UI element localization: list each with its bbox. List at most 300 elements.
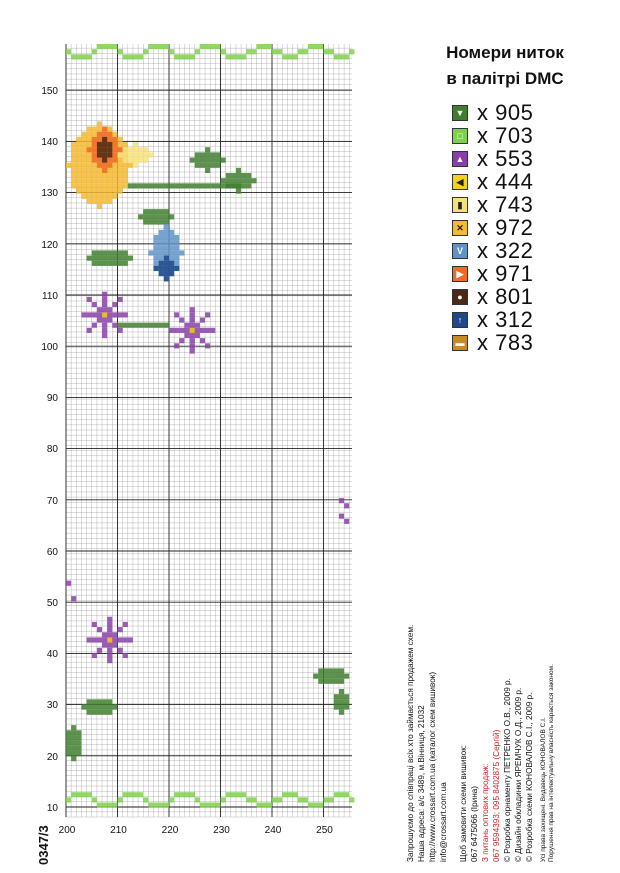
daisy-flower xyxy=(118,637,123,642)
daisy-flower xyxy=(97,317,102,322)
sunflower-petal xyxy=(112,188,117,193)
border-stitch xyxy=(262,803,267,808)
leaf xyxy=(97,710,102,715)
leaf xyxy=(148,219,153,224)
order-phone: 067 6475066 (Ірина) xyxy=(470,785,479,862)
bluebell-flower xyxy=(169,266,174,271)
leaf xyxy=(102,256,107,261)
leaf xyxy=(231,173,236,178)
leaf xyxy=(107,256,112,261)
leaf xyxy=(241,183,246,188)
sunflower-center xyxy=(102,152,107,157)
leaf xyxy=(215,158,220,163)
leaf xyxy=(92,699,97,704)
sunflower-petal xyxy=(71,173,76,178)
sunflower-petal xyxy=(87,152,92,157)
legend-title xyxy=(405,40,605,92)
legend-item xyxy=(452,125,533,147)
leaf xyxy=(246,183,251,188)
leaf xyxy=(92,250,97,255)
border-stitch xyxy=(287,792,292,797)
daisy-flower xyxy=(123,653,128,658)
daisy-flower xyxy=(107,632,112,637)
y-axis-label: 80 xyxy=(46,444,58,456)
daisy-flower xyxy=(200,338,205,343)
border-stitch xyxy=(277,797,282,802)
daisy-flower xyxy=(118,328,123,333)
sunflower-center xyxy=(118,147,123,152)
sunflower-petal xyxy=(92,168,97,173)
border-stitch xyxy=(303,797,308,802)
leaf xyxy=(87,699,92,704)
border-stitch xyxy=(344,792,349,797)
sunflower-petal xyxy=(123,158,128,163)
y-axis-label: 120 xyxy=(41,239,58,251)
sunflower-petal xyxy=(87,183,92,188)
stitch xyxy=(339,498,344,503)
legend-item xyxy=(452,309,533,331)
daisy-flower xyxy=(97,637,102,642)
daisy-flower xyxy=(169,328,174,333)
bluebell-flower xyxy=(164,276,169,281)
border-stitch xyxy=(107,803,112,808)
sunflower-petal xyxy=(148,152,153,157)
legend-item xyxy=(452,102,533,124)
stem xyxy=(190,183,195,188)
sunflower-petal xyxy=(87,137,92,142)
sunflower-petal xyxy=(107,199,112,204)
x-axis-label: 200 xyxy=(58,825,76,836)
sunflower-petal xyxy=(102,173,107,178)
stem xyxy=(195,183,200,188)
sunflower-center xyxy=(92,142,97,147)
border-stitch xyxy=(190,54,195,59)
leaf xyxy=(92,261,97,266)
daisy-flower xyxy=(205,312,210,317)
daisy-flower xyxy=(107,653,112,658)
circle-icon: ● xyxy=(452,289,468,305)
sunflower-center xyxy=(97,152,102,157)
arrow-up-icon: ↑ xyxy=(452,312,468,328)
leaf xyxy=(334,694,339,699)
border-stitch xyxy=(344,54,349,59)
sunflower-petal xyxy=(118,188,123,193)
leaf xyxy=(344,704,349,709)
sunflower-petal xyxy=(118,137,123,142)
credit-line: © Дизайн обкладинки ЯРЕМЧУК О.Д., 2009 р. xyxy=(514,687,523,862)
website-link[interactable]: http://www.crossart.com.ua (каталог схем вишивок) xyxy=(428,671,437,862)
leaf xyxy=(128,256,133,261)
daisy-flower xyxy=(87,637,92,642)
border-stitch xyxy=(81,54,86,59)
daisy-flower xyxy=(118,297,123,302)
dash-icon: ▬ xyxy=(452,335,468,351)
sunflower-petal xyxy=(76,183,81,188)
sunflower-petal xyxy=(107,183,112,188)
sunflower-center xyxy=(92,147,97,152)
daisy-flower xyxy=(107,307,112,312)
sunflower-petal xyxy=(107,127,112,132)
border-stitch xyxy=(97,44,102,49)
daisy-center xyxy=(102,312,107,317)
leaf xyxy=(221,158,226,163)
stem xyxy=(231,183,236,188)
legend-code: x 971 xyxy=(477,261,534,286)
border-stitch xyxy=(138,792,143,797)
stem xyxy=(174,183,179,188)
leaf xyxy=(71,735,76,740)
stem xyxy=(226,183,231,188)
sunflower-center xyxy=(107,163,112,168)
y-axis-label: 90 xyxy=(46,393,58,405)
leaf xyxy=(200,163,205,168)
daisy-flower xyxy=(190,338,195,343)
sunflower-petal xyxy=(81,137,86,142)
border-stitch xyxy=(92,797,97,802)
sunflower-petal xyxy=(87,199,92,204)
border-stitch xyxy=(308,44,313,49)
sunflower-petal xyxy=(76,173,81,178)
border-stitch xyxy=(272,49,277,54)
sunflower-center xyxy=(97,137,102,142)
legend-code: x 444 xyxy=(477,169,534,194)
leaf xyxy=(154,214,159,219)
border-stitch xyxy=(112,803,117,808)
sunflower-center xyxy=(102,147,107,152)
bar-icon: ▮ xyxy=(452,197,468,213)
bluebell-flower xyxy=(169,261,174,266)
sunflower-petal xyxy=(102,188,107,193)
stem xyxy=(184,183,189,188)
leaf xyxy=(76,735,81,740)
leaf xyxy=(231,178,236,183)
leaf xyxy=(236,178,241,183)
border-stitch xyxy=(231,54,236,59)
bluebell-flower xyxy=(164,261,169,266)
daisy-flower xyxy=(92,637,97,642)
border-stitch xyxy=(92,49,97,54)
v-icon: V xyxy=(452,243,468,259)
daisy-flower xyxy=(200,317,205,322)
stem xyxy=(154,183,159,188)
leaf xyxy=(324,668,329,673)
daisy-flower xyxy=(195,328,200,333)
bluebell-flower xyxy=(159,240,164,245)
border-stitch xyxy=(118,797,123,802)
daisy-flower xyxy=(190,312,195,317)
border-stitch xyxy=(87,792,92,797)
legend-code: x 322 xyxy=(477,238,534,263)
legend-item xyxy=(452,217,533,239)
border-stitch xyxy=(318,803,323,808)
sunflower-center xyxy=(92,152,97,157)
sunflower-petal xyxy=(112,194,117,199)
daisy-flower xyxy=(210,328,215,333)
leaf xyxy=(97,704,102,709)
daisy-flower xyxy=(107,643,112,648)
sunflower-petal xyxy=(112,173,117,178)
sunflower-petal xyxy=(76,142,81,147)
daisy-flower xyxy=(92,312,97,317)
leaf xyxy=(71,730,76,735)
sunflower-petal xyxy=(71,168,76,173)
bluebell-flower xyxy=(154,266,159,271)
border-stitch xyxy=(179,792,184,797)
bluebell-flower xyxy=(169,230,174,235)
stem xyxy=(123,323,128,328)
sunflower-petal xyxy=(118,178,123,183)
leaf xyxy=(241,173,246,178)
legend-title-line1: Номери ниток xyxy=(446,43,564,62)
daisy-flower xyxy=(87,297,92,302)
border-stitch xyxy=(174,54,179,59)
daisy-flower xyxy=(200,328,205,333)
daisy-flower xyxy=(184,323,189,328)
border-stitch xyxy=(251,797,256,802)
daisy-flower xyxy=(92,653,97,658)
border-stitch xyxy=(277,49,282,54)
leaf xyxy=(97,250,102,255)
border-stitch xyxy=(210,803,215,808)
bluebell-flower xyxy=(169,240,174,245)
daisy-flower xyxy=(102,632,107,637)
sunflower-petal xyxy=(133,142,138,147)
leaf xyxy=(226,173,231,178)
bluebell-flower xyxy=(159,235,164,240)
legend-item xyxy=(452,263,533,285)
bluebell-flower xyxy=(154,250,159,255)
sunflower-petal xyxy=(107,188,112,193)
sunflower-petal xyxy=(118,168,123,173)
publisher-info xyxy=(405,422,556,862)
border-stitch xyxy=(118,49,123,54)
info-line: Наша адреса: а/с 3489, м.Вінниця, 21032 xyxy=(417,705,426,862)
stem xyxy=(148,183,153,188)
credit-line: © Розробка схеми КОНОВАЛОВ С.І., 2009 р. xyxy=(525,692,534,862)
stem xyxy=(128,183,133,188)
triangle-right-icon: ▶ xyxy=(452,266,468,282)
stem xyxy=(143,323,148,328)
leaf xyxy=(205,158,210,163)
bluebell-flower xyxy=(148,250,153,255)
leaf xyxy=(123,256,128,261)
bluebell-flower xyxy=(164,240,169,245)
border-stitch xyxy=(221,49,226,54)
border-stitch xyxy=(251,49,256,54)
triangle-down-icon: ▼ xyxy=(452,105,468,121)
leaf xyxy=(334,704,339,709)
sunflower-petal xyxy=(76,158,81,163)
leaf xyxy=(143,214,148,219)
sunflower-petal xyxy=(76,168,81,173)
leaf xyxy=(215,163,220,168)
triangle-up-icon: ▲ xyxy=(452,151,468,167)
stem xyxy=(138,323,143,328)
leaf xyxy=(318,674,323,679)
border-stitch xyxy=(241,54,246,59)
border-stitch xyxy=(143,49,148,54)
leaf xyxy=(71,741,76,746)
leaf xyxy=(236,188,241,193)
sunflower-petal xyxy=(81,158,86,163)
sunflower-petal xyxy=(71,152,76,157)
stem xyxy=(159,323,164,328)
sunflower-petal xyxy=(107,178,112,183)
sunflower-petal xyxy=(71,142,76,147)
bluebell-flower xyxy=(159,256,164,261)
leaf xyxy=(164,214,169,219)
leaf xyxy=(339,668,344,673)
border-stitch xyxy=(257,803,262,808)
leaf xyxy=(215,152,220,157)
sunflower-petal xyxy=(92,132,97,137)
legend-code: x 905 xyxy=(477,100,534,125)
sunflower-petal xyxy=(118,173,123,178)
daisy-flower xyxy=(97,627,102,632)
sunflower-petal xyxy=(92,127,97,132)
sunflower-petal xyxy=(97,199,102,204)
sunflower-petal xyxy=(87,168,92,173)
leaf xyxy=(112,250,117,255)
leaf xyxy=(164,219,169,224)
bluebell-flower xyxy=(169,245,174,250)
leaf xyxy=(339,710,344,715)
leaf xyxy=(344,699,349,704)
leaf xyxy=(66,735,71,740)
legend-item xyxy=(452,240,533,262)
y-axis-label: 10 xyxy=(46,802,58,814)
bluebell-flower xyxy=(164,235,169,240)
sunflower-center xyxy=(112,158,117,163)
x-axis-label: 240 xyxy=(264,825,282,836)
border-stitch xyxy=(349,49,354,54)
bluebell-flower xyxy=(164,230,169,235)
sunflower-petal xyxy=(87,194,92,199)
leaf xyxy=(102,710,107,715)
leaf xyxy=(339,674,344,679)
leaf xyxy=(92,710,97,715)
border-stitch xyxy=(236,54,241,59)
leaf xyxy=(102,699,107,704)
daisy-flower xyxy=(123,622,128,627)
sunflower-petal xyxy=(97,127,102,132)
legend-code: x 972 xyxy=(477,215,534,240)
leaf xyxy=(148,209,153,214)
border-stitch xyxy=(143,797,148,802)
sunflower-petal xyxy=(81,152,86,157)
sunflower-petal xyxy=(81,147,86,152)
legend-title-line2: в палітрі DMC xyxy=(446,69,564,88)
bluebell-flower xyxy=(169,250,174,255)
daisy-flower xyxy=(102,292,107,297)
sunflower-petal xyxy=(92,163,97,168)
leaf xyxy=(107,261,112,266)
daisy-flower xyxy=(102,297,107,302)
daisy-flower xyxy=(174,312,179,317)
y-axis-label: 30 xyxy=(46,700,58,712)
sunflower-petal xyxy=(81,183,86,188)
legend-code: x 312 xyxy=(477,307,534,332)
sunflower-petal xyxy=(97,183,102,188)
border-stitch xyxy=(71,54,76,59)
sunflower-petal xyxy=(97,168,102,173)
stem xyxy=(164,323,169,328)
leaf xyxy=(76,751,81,756)
border-stitch xyxy=(190,792,195,797)
bluebell-flower xyxy=(174,266,179,271)
bluebell-flower xyxy=(164,266,169,271)
leaf xyxy=(324,674,329,679)
border-stitch xyxy=(205,44,210,49)
y-axis-label: 140 xyxy=(41,137,58,149)
daisy-flower xyxy=(107,658,112,663)
leaf xyxy=(334,699,339,704)
border-stitch xyxy=(123,54,128,59)
leaf xyxy=(329,674,334,679)
stem xyxy=(143,183,148,188)
leaf xyxy=(329,679,334,684)
sunflower-petal xyxy=(118,163,123,168)
leaf xyxy=(87,256,92,261)
leaf xyxy=(71,746,76,751)
daisy-flower xyxy=(102,323,107,328)
daisy-flower xyxy=(184,328,189,333)
leaf xyxy=(210,152,215,157)
border-stitch xyxy=(226,792,231,797)
daisy-flower xyxy=(92,302,97,307)
bluebell-flower xyxy=(174,250,179,255)
border-stitch xyxy=(133,792,138,797)
leaf xyxy=(71,756,76,761)
legend-code: x 743 xyxy=(477,192,534,217)
bluebell-flower xyxy=(169,271,174,276)
leaf xyxy=(76,730,81,735)
email-link[interactable]: info@crossart.com.ua xyxy=(439,782,448,862)
border-stitch xyxy=(138,54,143,59)
border-stitch xyxy=(102,44,107,49)
leaf xyxy=(66,741,71,746)
bluebell-flower xyxy=(169,235,174,240)
border-stitch xyxy=(303,49,308,54)
border-stitch xyxy=(267,44,272,49)
leaf xyxy=(339,689,344,694)
legend-item xyxy=(452,332,533,354)
sunflower-petal xyxy=(123,173,128,178)
leaf xyxy=(190,158,195,163)
leaf xyxy=(246,178,251,183)
sunflower-petal xyxy=(133,158,138,163)
stem xyxy=(133,183,138,188)
leaf xyxy=(112,261,117,266)
y-axis-label: 70 xyxy=(46,495,58,507)
bluebell-flower xyxy=(164,245,169,250)
stem xyxy=(215,183,220,188)
border-stitch xyxy=(200,44,205,49)
leaf xyxy=(154,219,159,224)
leaf xyxy=(195,158,200,163)
stitch xyxy=(66,581,71,586)
sunflower-center xyxy=(92,137,97,142)
border-stitch xyxy=(169,49,174,54)
sunflower-center xyxy=(107,147,112,152)
wholesale-phones: 067 9594393; 095 8402875 (Сергій) xyxy=(492,729,501,862)
border-stitch xyxy=(241,792,246,797)
sunflower-petal xyxy=(123,168,128,173)
border-stitch xyxy=(267,803,272,808)
leaf xyxy=(138,214,143,219)
sunflower-petal xyxy=(87,173,92,178)
border-stitch xyxy=(128,54,133,59)
